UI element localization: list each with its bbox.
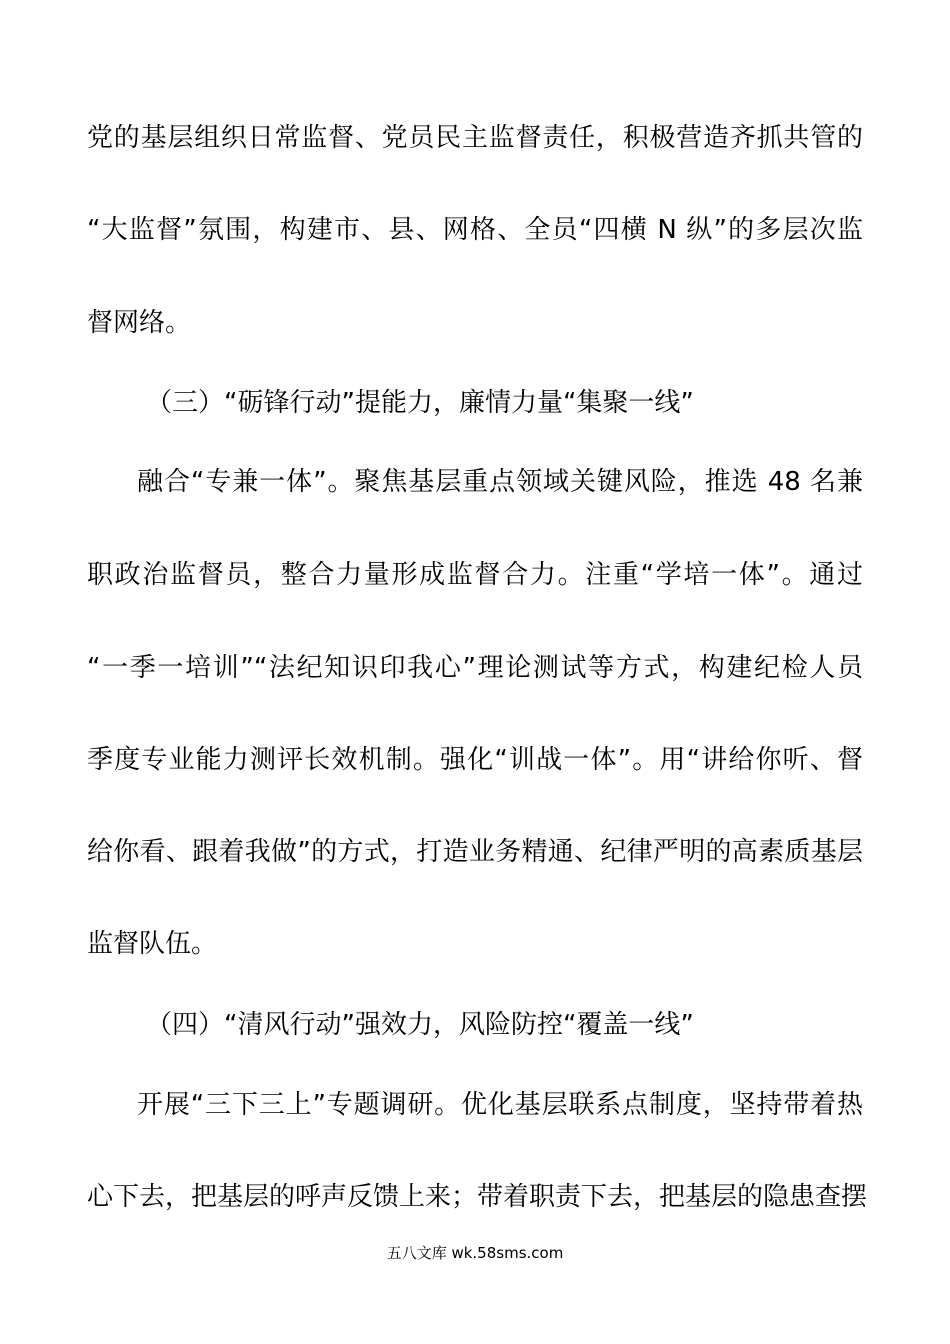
paragraph-line: 监督队伍。 [87,929,218,959]
paragraph-line: 督网络。 [87,308,192,338]
paragraph-line: “大监督”氛围，构建市、县、网格、全员“四横 N 纵”的多层次监 [87,215,863,245]
paragraph-line: 心下去，把基层的呼声反馈上来；带着职责下去，把基层的隐患查摆 [87,1182,868,1212]
paragraph-line: 开展“三下三上”专题调研。优化基层联系点制度，坚持带着热 [137,1090,863,1120]
paragraph-line: “一季一培训”“法纪知识印我心”理论测试等方式，构建纪检人员 [87,653,863,683]
paragraph-line: 职政治监督员，整合力量形成监督合力。注重“学培一体”。通过 [87,560,863,590]
section-heading: （四）“清风行动”强效力，风险防控“覆盖一线” [146,1010,694,1040]
section-heading: （三）“砺锋行动”提能力，廉情力量“集聚一线” [146,388,694,418]
paragraph-line: 给你看、跟着我做”的方式，打造业务精通、纪律严明的高素质基层 [87,837,863,867]
paragraph-line: 党的基层组织日常监督、党员民主监督责任，积极营造齐抓共管的 [87,123,863,153]
paragraph-line: 季度专业能力测评长效机制。强化“训战一体”。用“讲给你听、督 [87,745,863,775]
page-footer: 五八文库 wk.58sms.com [386,1244,564,1262]
paragraph-line: 融合“专兼一体”。聚焦基层重点领域关键风险，推选 48 名兼 [137,467,863,497]
